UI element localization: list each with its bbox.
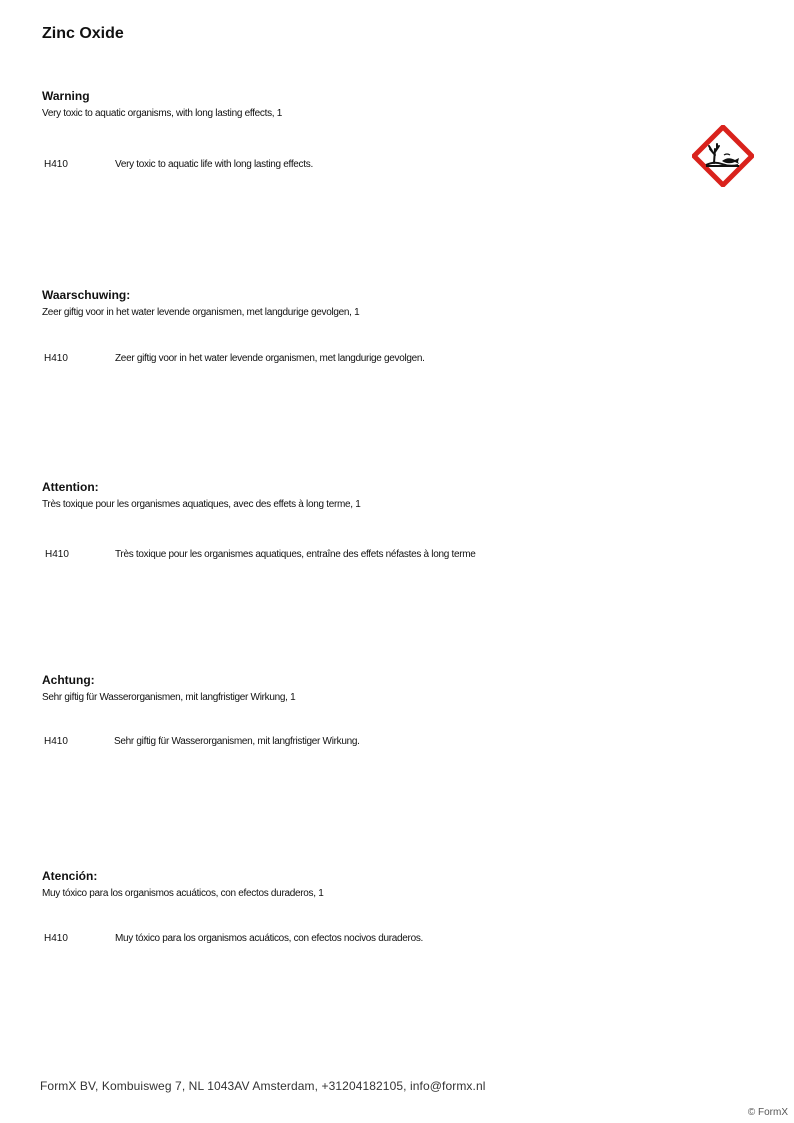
hazard-code: H410: [45, 549, 69, 560]
section-french: [42, 480, 662, 561]
signal-word: Waarschuwing:: [42, 288, 131, 302]
document-title: Zinc Oxide: [42, 25, 124, 42]
hazard-classification: Muy tóxico para los organismos acuáticos, con efectos duraderos, 1: [42, 888, 324, 899]
section-dutch: [42, 288, 662, 365]
hazard-text: Sehr giftig für Wasserorganismen, mit langfristiger Wirkung.: [114, 736, 360, 747]
hazard-statement: [42, 158, 662, 171]
footer-address: FormX BV, Kombuisweg 7, NL 1043AV Amsterdam, +31204182105, info@formx.nl: [40, 1079, 486, 1093]
hazard-classification: Très toxique pour les organismes aquatiques, avec des effets à long terme, 1: [42, 499, 361, 510]
hazard-statement: [42, 932, 662, 945]
signal-word: Achtung:: [42, 673, 95, 687]
signal-word: Warning: [42, 89, 90, 103]
hazard-text: Très toxique pour les organismes aquatiques, entraîne des effets néfastes à long terme: [115, 549, 476, 560]
hazard-classification: Sehr giftig für Wasserorganismen, mit langfristiger Wirkung, 1: [42, 692, 296, 703]
signal-word: Attention:: [42, 480, 99, 494]
hazard-classification: Very toxic to aquatic organisms, with long lasting effects, 1: [42, 108, 282, 119]
signal-word: Atención:: [42, 869, 98, 883]
hazard-text: Muy tóxico para los organismos acuáticos, con efectos nocivos duraderos.: [115, 933, 424, 944]
hazard-code: H410: [44, 159, 68, 170]
hazard-statement: [42, 735, 662, 748]
copyright-notice: © FormX: [747, 1107, 788, 1118]
hazard-code: H410: [44, 736, 68, 747]
hazard-statement: [42, 548, 662, 561]
section-spanish: [42, 869, 662, 945]
section-english: [42, 89, 662, 171]
hazard-code: H410: [44, 933, 68, 944]
environment-hazard-icon: [692, 125, 754, 187]
section-german: [42, 673, 662, 748]
hazard-code: H410: [44, 353, 68, 364]
hazard-classification: Zeer giftig voor in het water levende organismen, met langdurige gevolgen, 1: [42, 307, 360, 318]
hazard-statement: [42, 352, 662, 365]
hazard-text: Very toxic to aquatic life with long lasting effects.: [115, 159, 313, 170]
hazard-text: Zeer giftig voor in het water levende organismen, met langdurige gevolgen.: [115, 353, 425, 364]
